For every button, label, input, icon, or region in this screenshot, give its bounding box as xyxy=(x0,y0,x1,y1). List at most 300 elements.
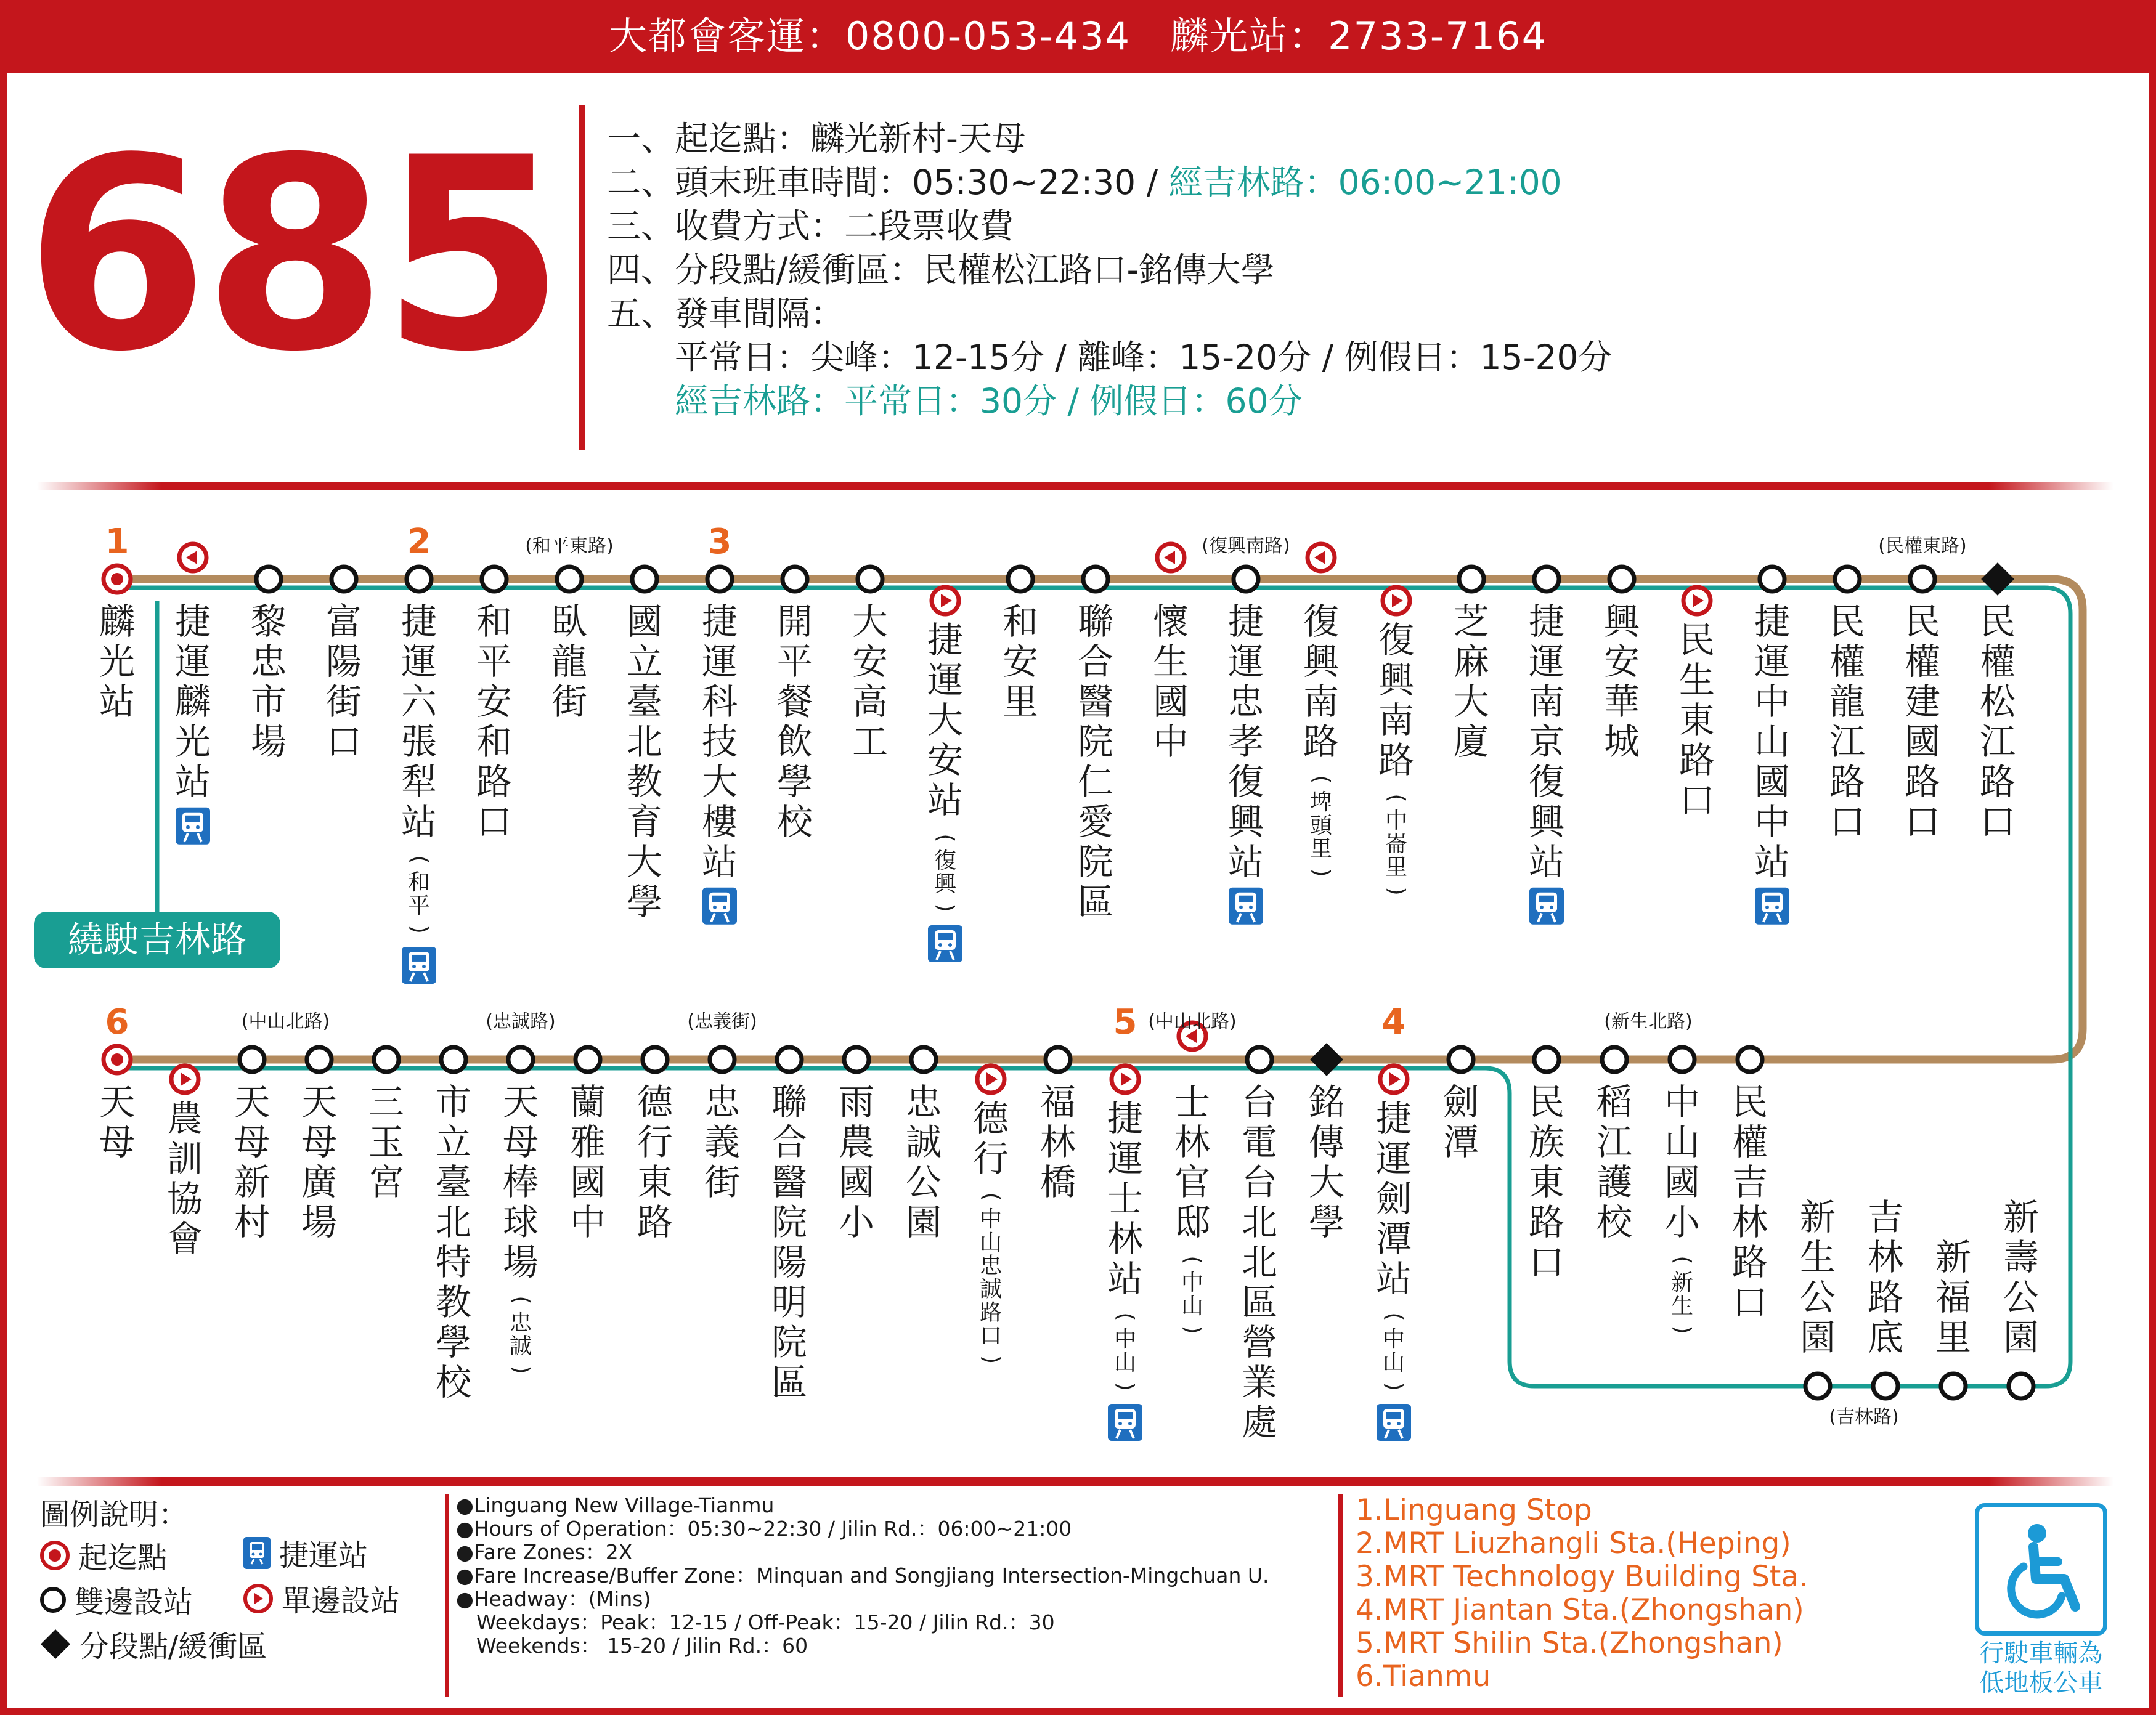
stop-jilin-2-name-char: 里 xyxy=(1935,1316,1972,1359)
both-sides-icon xyxy=(40,1587,66,1613)
stop-r2-2-name-char: 村 xyxy=(234,1201,271,1243)
stop-r2-20-stop-icon xyxy=(1449,1047,1473,1072)
stop-r2-1-name xyxy=(167,1098,203,1260)
stop-r1-22-name xyxy=(1754,601,1790,883)
stop-r1-10-name-char: 大 xyxy=(852,601,889,643)
stop-r2-21-name-char: 路 xyxy=(1528,1201,1565,1243)
stop-r2-18-name-char: 銘 xyxy=(1308,1081,1345,1124)
stop-r2-18-name-char: 傳 xyxy=(1308,1121,1345,1163)
key-stop-5: 5.MRT Shilin Sta.(Zhongshan) xyxy=(1356,1626,1783,1660)
stop-r2-19-mrt-icon-window xyxy=(1386,1412,1401,1419)
stop-r2-0-name xyxy=(99,1081,135,1163)
stop-r1-15-name-char: 孝 xyxy=(1227,720,1264,763)
stop-r1-13-name-char: 院 xyxy=(1077,840,1114,883)
stop-r1-24-name-char: 民 xyxy=(1904,601,1941,643)
stop-r1-25-name xyxy=(1980,601,2016,843)
stop-r1-13-name-char: 醫 xyxy=(1077,680,1114,723)
accessibility-line1: 行駛車輛為 xyxy=(1979,1639,2103,1668)
stop-r2-10-name-char: 區 xyxy=(771,1361,808,1403)
stop-r2-0-start-dot xyxy=(111,1053,123,1066)
stop-r2-13-sub: 誠 xyxy=(979,1276,1003,1302)
stop-r1-11-sub: ( xyxy=(933,833,959,843)
stop-r1-11-mrt-icon-light xyxy=(938,943,942,947)
stop-r1-25-name-char: 權 xyxy=(1979,641,2016,683)
stop-r2-0-name-char: 天 xyxy=(99,1081,136,1124)
stop-r1-4-sub: 和 xyxy=(407,869,431,895)
stop-r1-15-mrt-icon-light xyxy=(1249,906,1253,909)
stop-r1-2-name-char: 黎 xyxy=(250,601,287,643)
stop-r1-7-name-char: 大 xyxy=(626,840,663,883)
stop-r1-9-name-char: 平 xyxy=(776,641,813,683)
stop-r2-17-name-char: 台 xyxy=(1241,1161,1278,1203)
stop-r2-8-name xyxy=(637,1081,674,1243)
stop-r1-4-sub: 平 xyxy=(407,893,431,918)
stop-r1-22-mrt-icon-light xyxy=(1765,906,1769,909)
stop-jilin-3-name-char: 壽 xyxy=(2003,1236,2040,1279)
stop-r1-7-stop-icon xyxy=(632,567,657,591)
stop-r1-6-name-char: 街 xyxy=(551,680,588,723)
stop-r1-8-name xyxy=(702,601,738,883)
stop-r2-23-sub: ) xyxy=(1670,1325,1696,1334)
stop-r2-10-name-char: 陽 xyxy=(771,1241,808,1283)
stop-r2-14-name-char: 橋 xyxy=(1039,1161,1076,1203)
stop-r1-17-name-char: 南 xyxy=(1378,699,1415,741)
stop-r2-13-sub: 路 xyxy=(979,1300,1003,1326)
stop-r2-21-stop-icon xyxy=(1534,1047,1559,1072)
stop-r2-4-name-char: 玉 xyxy=(368,1121,405,1163)
key-stop-2: 2.MRT Liuzhangli Sta.(Heping) xyxy=(1356,1526,1791,1560)
stop-r1-22-name-char: 國 xyxy=(1754,760,1791,803)
stop-r1-5-name-char: 口 xyxy=(476,800,513,843)
stop-jilin-3-name-char: 園 xyxy=(2003,1316,2040,1359)
stop-r2-16-name-char: 邸 xyxy=(1174,1201,1211,1243)
stop-r1-7-name-char: 北 xyxy=(626,720,663,763)
legend-both-label: 雙邊設站 xyxy=(75,1585,193,1620)
stop-r1-21-name-char: 東 xyxy=(1678,699,1715,741)
stop-jilin-0-name-char: 園 xyxy=(1799,1316,1836,1359)
stop-r1-13-name-char: 合 xyxy=(1077,641,1114,683)
stop-r2-11-name-char: 國 xyxy=(838,1161,875,1203)
stop-r2-13-sub: 忠 xyxy=(979,1253,1003,1279)
stop-r1-19-name-char: 南 xyxy=(1528,680,1565,723)
stop-r1-12-name-char: 和 xyxy=(1002,601,1039,643)
stop-r1-15-name-char: 興 xyxy=(1227,800,1264,843)
stop-jilin-3-name xyxy=(2003,1196,2039,1358)
stop-r2-21-name-char: 口 xyxy=(1528,1241,1565,1283)
stop-r2-10-name-char: 聯 xyxy=(771,1081,808,1124)
stop-r2-13-name xyxy=(973,1098,1010,1180)
stop-r1-11-sub: 復 xyxy=(934,848,957,874)
stop-r2-23-name-char: 國 xyxy=(1664,1161,1701,1203)
stop-r2-7-name-char: 中 xyxy=(569,1201,606,1243)
stop-r1-11-name-char: 站 xyxy=(927,779,964,821)
stop-r2-17-name-char: 台 xyxy=(1241,1081,1278,1124)
stop-r1-15-stop-icon xyxy=(1234,567,1258,591)
stop-r2-17-name-char: 北 xyxy=(1241,1241,1278,1283)
stop-r1-8-mrt-icon-window xyxy=(712,896,727,902)
stop-r2-6-sub: 忠 xyxy=(509,1310,532,1336)
stop-r1-11-mrt-icon-window xyxy=(938,933,953,940)
mrt-icon xyxy=(243,1537,271,1569)
stop-r2-13-name-char: 德 xyxy=(972,1098,1009,1140)
stop-r2-6-name-char: 棒 xyxy=(502,1161,539,1203)
stop-r2-2-name-char: 新 xyxy=(234,1161,271,1203)
stop-jilin-0-name-char: 公 xyxy=(1799,1276,1836,1319)
stop-r2-10-name-char: 醫 xyxy=(771,1161,808,1203)
stop-r2-19-number: 4 xyxy=(1381,1002,1406,1042)
stop-r2-9-name-char: 忠 xyxy=(704,1081,741,1124)
start-icon xyxy=(40,1541,70,1570)
stop-r1-8-name-char: 捷 xyxy=(701,601,738,643)
stop-r1-24-name-char: 路 xyxy=(1904,760,1941,803)
legend-oneway-label: 單邊設站 xyxy=(282,1584,401,1618)
stop-r1-8-stop-icon xyxy=(707,567,732,591)
stop-r2-7-stop-icon xyxy=(576,1047,600,1072)
stop-r1-10-stop-icon xyxy=(858,567,882,591)
stop-r2-12-name xyxy=(906,1081,942,1243)
stop-r1-3-name-char: 陽 xyxy=(325,641,362,683)
key-stops-english xyxy=(1356,1494,1808,1693)
stop-r1-24-road: (民權東路) xyxy=(1878,535,1967,557)
stop-jilin-1-name-char: 林 xyxy=(1867,1236,1904,1279)
stop-r1-24-name-char: 權 xyxy=(1904,641,1941,683)
stop-r2-17-name xyxy=(1242,1081,1277,1443)
stop-r2-8-stop-icon xyxy=(643,1047,667,1072)
stop-r2-11-name xyxy=(839,1081,876,1243)
stop-r1-23-name-char: 路 xyxy=(1829,760,1866,803)
stop-r2-12-stop-icon xyxy=(911,1047,936,1072)
stop-r2-6-sub: 誠 xyxy=(509,1333,532,1359)
stop-r1-13-name xyxy=(1078,601,1114,923)
stop-r2-17-name-char: 北 xyxy=(1241,1201,1278,1243)
stop-r1-8-mrt-icon-light xyxy=(723,906,726,909)
stop-r1-25-section-icon xyxy=(1981,562,2014,596)
stop-r2-16-sub: 山 xyxy=(1181,1293,1204,1319)
stop-r1-3-name xyxy=(326,601,362,763)
stop-r2-6-name xyxy=(503,1081,539,1283)
stop-r1-16-name-char: 復 xyxy=(1303,601,1340,643)
stop-r1-1-name xyxy=(175,601,211,803)
stop-r1-12-name xyxy=(1003,601,1038,723)
info-fare: 三、收費方式：二段票收費 xyxy=(607,206,1014,246)
stop-r1-25-name-char: 江 xyxy=(1979,720,2016,763)
legend-section xyxy=(40,1623,267,1665)
stop-r1-4-name-char: 六 xyxy=(401,680,437,723)
stop-r2-15-sub: 山 xyxy=(1113,1350,1137,1376)
jilin-road: (吉林路) xyxy=(1829,1406,1899,1428)
stop-r2-4-name xyxy=(368,1081,404,1203)
stop-r1-8-name-char: 技 xyxy=(701,720,738,763)
stop-r2-1-name-char: 訓 xyxy=(166,1138,203,1180)
stop-r2-5-name-char: 立 xyxy=(435,1121,472,1163)
stop-r2-13-sub: ) xyxy=(978,1355,1004,1364)
stop-r1-14-name xyxy=(1153,601,1189,763)
stop-r1-14-name-char: 國 xyxy=(1152,680,1189,723)
stop-r1-4-name-char: 捷 xyxy=(401,601,437,643)
stop-r2-16-name-char: 官 xyxy=(1174,1161,1211,1203)
stop-r2-11-stop-icon xyxy=(844,1047,869,1072)
stop-r1-20-name-char: 興 xyxy=(1603,601,1640,643)
stop-r2-19-mrt-icon-light xyxy=(1387,1422,1391,1425)
stop-r2-16-sub: 中 xyxy=(1181,1270,1204,1296)
stop-r1-17-name-char: 興 xyxy=(1378,659,1415,701)
stop-r1-3-name-char: 街 xyxy=(325,680,362,723)
stop-r1-11-name-char: 運 xyxy=(927,659,964,701)
stop-r2-24-name-char: 林 xyxy=(1731,1201,1768,1243)
stop-jilin-1-name xyxy=(1868,1196,1903,1358)
stop-r2-19-sub: 中 xyxy=(1382,1327,1405,1352)
stop-r2-18-name xyxy=(1309,1081,1344,1243)
stop-r1-8-mrt-icon-light xyxy=(713,906,717,909)
stop-jilin-0-name-char: 新 xyxy=(1799,1196,1836,1239)
info-hours-main: 二、頭末班車時間：05:30~22:30 / xyxy=(607,163,1169,202)
stop-r1-11-mrt-icon-light xyxy=(948,943,952,947)
stop-r2-8-name-char: 行 xyxy=(637,1121,673,1163)
stop-r1-17-sub: 中 xyxy=(1385,808,1408,834)
stop-jilin-2-name xyxy=(1935,1236,1971,1358)
english-info xyxy=(456,1494,1269,1658)
stop-r2-19-name xyxy=(1376,1098,1412,1300)
stop-r2-22-name-char: 校 xyxy=(1596,1201,1633,1243)
stop-jilin-0-name xyxy=(1800,1196,1836,1358)
stop-r1-20-name xyxy=(1604,601,1641,763)
stop-r1-25-name-char: 松 xyxy=(1979,680,2016,723)
info-headway-title: 五、發車間隔： xyxy=(607,294,845,333)
stop-r2-7-name-char: 蘭 xyxy=(569,1081,606,1124)
stop-r1-13-name-char: 院 xyxy=(1077,720,1114,763)
stop-jilin-3-stop-icon xyxy=(2009,1374,2033,1398)
stop-r2-20-name-char: 潭 xyxy=(1442,1121,1479,1163)
key-stop-4: 4.MRT Jiantan Sta.(Zhongshan) xyxy=(1356,1593,1804,1627)
stop-r1-9-name-char: 開 xyxy=(776,601,813,643)
stop-r2-6-name-char: 場 xyxy=(502,1241,539,1283)
stop-r1-16-name xyxy=(1303,601,1341,763)
stop-r1-15-name-char: 復 xyxy=(1227,760,1264,803)
stop-r2-5-name-char: 特 xyxy=(435,1241,472,1283)
stop-r1-13-name-char: 仁 xyxy=(1077,760,1114,803)
stop-r2-12-name-char: 忠 xyxy=(905,1081,942,1124)
stop-r2-6-name-char: 天 xyxy=(502,1081,539,1124)
stop-jilin-3-name-char: 新 xyxy=(2003,1196,2040,1239)
stop-r1-4-stop-icon xyxy=(407,567,431,591)
stop-r2-19-name-char: 劍 xyxy=(1375,1177,1412,1220)
stop-r1-1-mrt-icon-window xyxy=(185,816,200,822)
info-headway-main: 平常日：尖峰：12-15分 / 離峰：15-20分 / 例假日：15-20分 xyxy=(607,338,1613,377)
stop-r1-22-name-char: 運 xyxy=(1754,641,1791,683)
stop-r2-17-stop-icon xyxy=(1247,1047,1272,1072)
stop-r1-13-name-char: 聯 xyxy=(1077,601,1114,643)
stop-r2-19-name-char: 站 xyxy=(1375,1257,1412,1300)
stop-r2-16-name xyxy=(1174,1081,1210,1243)
stop-r2-19-sub: ) xyxy=(1381,1382,1407,1391)
stop-r1-4-number: 2 xyxy=(407,522,431,562)
stop-r1-4-name-char: 張 xyxy=(401,720,437,763)
stop-r2-14-name-char: 林 xyxy=(1039,1121,1076,1163)
stop-r2-3-name-char: 天 xyxy=(301,1081,338,1124)
stop-r1-15-road: (復興南路) xyxy=(1202,535,1290,557)
info-headway-jilin: 經吉林路：平常日：30分 / 例假日：60分 xyxy=(607,381,1303,421)
stop-r2-15-sub: ) xyxy=(1113,1382,1139,1391)
stop-r2-24-name-char: 吉 xyxy=(1731,1161,1768,1203)
stop-r2-16-name-char: 林 xyxy=(1174,1121,1211,1163)
stop-r1-6-name-char: 龍 xyxy=(551,641,588,683)
stop-r1-15-mrt-icon-light xyxy=(1239,906,1243,909)
stop-r1-5-stop-icon xyxy=(482,567,506,591)
key-stop-3: 3.MRT Technology Building Sta. xyxy=(1356,1560,1808,1594)
stop-r2-7-name-char: 雅 xyxy=(569,1121,606,1163)
stop-r2-19-mrt-icon-light xyxy=(1397,1422,1401,1425)
stop-r1-22-mrt-icon-window xyxy=(1765,896,1780,902)
stop-r2-12-name-char: 公 xyxy=(905,1161,942,1203)
stop-r1-11-name-char: 大 xyxy=(927,699,964,741)
stop-r2-2-stop-icon xyxy=(240,1047,264,1072)
stop-r2-24-stop-icon xyxy=(1738,1047,1762,1072)
stop-r1-9-name xyxy=(777,601,814,843)
stop-r1-8-name-char: 大 xyxy=(701,760,738,803)
stop-jilin-0-name-char: 生 xyxy=(1799,1236,1836,1279)
stop-r1-9-name-char: 飲 xyxy=(776,720,813,763)
stop-r1-22-name-char: 中 xyxy=(1754,680,1791,723)
stop-r1-4-name xyxy=(401,601,437,843)
stop-r2-1-name-char: 協 xyxy=(166,1177,203,1220)
stop-r2-6-sub: ) xyxy=(508,1365,534,1374)
stop-r1-17-sub: ( xyxy=(1384,793,1410,803)
stop-r1-22-name-char: 中 xyxy=(1754,800,1791,843)
one-side-icon xyxy=(243,1584,273,1613)
stop-r2-22-name-char: 江 xyxy=(1596,1121,1633,1163)
stop-r1-15-mrt-icon-window xyxy=(1239,896,1253,902)
stop-r2-10-name-char: 合 xyxy=(771,1121,808,1163)
legend-mrt-label: 捷運站 xyxy=(279,1538,368,1573)
stop-r2-21-name-char: 族 xyxy=(1528,1121,1565,1163)
stop-r1-17-name-char: 復 xyxy=(1378,619,1415,662)
stop-r2-21-name-char: 民 xyxy=(1528,1081,1565,1124)
stop-r2-23-name-char: 山 xyxy=(1664,1121,1701,1163)
stop-r2-13-sub: ( xyxy=(978,1192,1004,1201)
stop-r1-16-name-char: 興 xyxy=(1303,641,1340,683)
stop-r2-21-name xyxy=(1529,1081,1564,1283)
stop-r1-2-name xyxy=(251,601,287,763)
stop-r1-23-name-char: 權 xyxy=(1829,641,1866,683)
stop-r2-11-name-char: 農 xyxy=(838,1121,875,1163)
stop-r1-16-sub: 頭 xyxy=(1309,813,1333,838)
info-endpoints: 一、起迄點：麟光新村-天母 xyxy=(607,119,1026,158)
stop-r1-12-name-char: 里 xyxy=(1002,680,1039,723)
accessibility-line2: 低地板公車 xyxy=(1979,1669,2103,1697)
stop-r1-19-name-char: 運 xyxy=(1528,641,1565,683)
stop-r2-1-name-char: 會 xyxy=(166,1217,203,1260)
stop-r1-8-name-char: 運 xyxy=(701,641,738,683)
stop-r1-16-sub: ( xyxy=(1309,775,1335,784)
section-point-icon xyxy=(41,1629,70,1658)
stop-r2-9-stop-icon xyxy=(710,1047,734,1072)
stop-r2-21-name-char: 東 xyxy=(1528,1161,1565,1203)
row2-road-2: (忠義街) xyxy=(687,1011,757,1032)
stop-r2-24-name-char: 民 xyxy=(1731,1081,1768,1124)
stop-r1-8-name-char: 樓 xyxy=(701,800,738,843)
stop-r1-3-name-char: 口 xyxy=(325,720,362,763)
stop-r1-18-name-char: 芝 xyxy=(1453,601,1490,643)
stop-r2-3-stop-icon xyxy=(307,1047,332,1072)
stop-r1-23-name-char: 口 xyxy=(1829,800,1866,843)
stop-r2-11-name-char: 雨 xyxy=(838,1081,875,1124)
stop-r1-17-sub: ) xyxy=(1384,886,1410,896)
stop-r1-0-name-char: 站 xyxy=(99,680,136,723)
stop-r1-5-name-char: 路 xyxy=(476,760,513,803)
stop-r2-20-name-char: 劍 xyxy=(1442,1081,1479,1124)
stop-r2-10-name-char: 院 xyxy=(771,1201,808,1243)
stop-r1-12-stop-icon xyxy=(1008,567,1033,591)
stop-r2-6-name-char: 母 xyxy=(502,1121,539,1163)
legend-mrt xyxy=(243,1531,368,1574)
stop-r1-17-name-char: 路 xyxy=(1378,739,1415,781)
stop-r1-24-name xyxy=(1905,601,1940,843)
stop-r1-7-name-char: 學 xyxy=(626,880,663,923)
stop-r2-15-name-char: 運 xyxy=(1107,1138,1144,1180)
divider-bottom xyxy=(37,1477,2113,1486)
english-weekdays: Weekdays：Peak：12-15 / Off-Peak：15-20 / Jilin Rd.：30 xyxy=(456,1610,1055,1634)
stop-r1-15-name-char: 運 xyxy=(1227,641,1264,683)
stop-r1-19-mrt-icon-window xyxy=(1539,896,1554,902)
stop-r2-3-name-char: 廣 xyxy=(301,1161,338,1203)
stop-r1-16-sub: ) xyxy=(1309,868,1335,877)
stop-r2-11-name-char: 小 xyxy=(838,1201,875,1243)
stop-r1-7-name xyxy=(627,601,662,923)
english-fare: ●Fare Zones：2X xyxy=(456,1540,633,1564)
stop-r2-23-sub: ( xyxy=(1670,1255,1696,1265)
stop-r1-10-name-char: 高 xyxy=(852,680,889,723)
stop-r1-20-stop-icon xyxy=(1609,567,1634,591)
stop-r2-4-name-char: 宮 xyxy=(368,1161,405,1203)
stop-r1-8-name-char: 站 xyxy=(701,840,738,883)
stop-r1-23-stop-icon xyxy=(1835,567,1860,591)
stop-r2-15-name-char: 站 xyxy=(1107,1257,1144,1300)
accessibility-text xyxy=(1959,1639,2123,1698)
stop-r2-10-stop-icon xyxy=(777,1047,802,1072)
stop-jilin-2-name-char: 福 xyxy=(1935,1276,1972,1319)
stop-r1-22-name-char: 山 xyxy=(1754,720,1791,763)
stop-r2-23-stop-icon xyxy=(1670,1047,1694,1072)
stop-r2-9-name xyxy=(704,1081,741,1203)
stop-r1-18-name xyxy=(1454,601,1489,763)
stop-r2-19-sub: 山 xyxy=(1382,1350,1405,1376)
stop-r2-9-name-char: 街 xyxy=(704,1161,741,1203)
stop-r2-15-name xyxy=(1107,1098,1143,1300)
stop-r1-25-name-char: 路 xyxy=(1979,760,2016,803)
stop-r1-24-name-char: 口 xyxy=(1904,800,1941,843)
stop-r1-11-sub: ) xyxy=(933,903,959,912)
stop-r1-2-stop-icon xyxy=(256,567,281,591)
stop-r2-16-name-char: 士 xyxy=(1174,1081,1211,1124)
stop-r2-15-sub: ( xyxy=(1113,1312,1139,1321)
stop-r1-2-name-char: 市 xyxy=(250,680,287,723)
stop-r2-2-name-char: 天 xyxy=(234,1081,271,1124)
stop-r1-10-name-char: 安 xyxy=(852,641,889,683)
stop-r1-4-name-char: 犁 xyxy=(401,760,437,803)
stop-r2-1-name-char: 農 xyxy=(166,1098,203,1140)
stop-r2-5-name-char: 校 xyxy=(435,1361,472,1403)
stop-r1-17-sub: 崙 xyxy=(1385,831,1408,857)
stop-r2-24-name-char: 權 xyxy=(1731,1121,1768,1163)
stop-r2-19-name-char: 運 xyxy=(1375,1138,1412,1180)
stop-r1-1-name-char: 捷 xyxy=(174,601,211,643)
stop-r1-6-name xyxy=(551,601,587,723)
english-weekends: Weekends： 15-20 / Jilin Rd.：60 xyxy=(456,1634,808,1658)
stop-r2-17-name-char: 業 xyxy=(1241,1361,1278,1403)
stop-r1-19-name-char: 京 xyxy=(1528,720,1565,763)
stop-r2-17-name-char: 區 xyxy=(1241,1281,1278,1323)
stop-r1-1-name-char: 站 xyxy=(174,760,211,803)
